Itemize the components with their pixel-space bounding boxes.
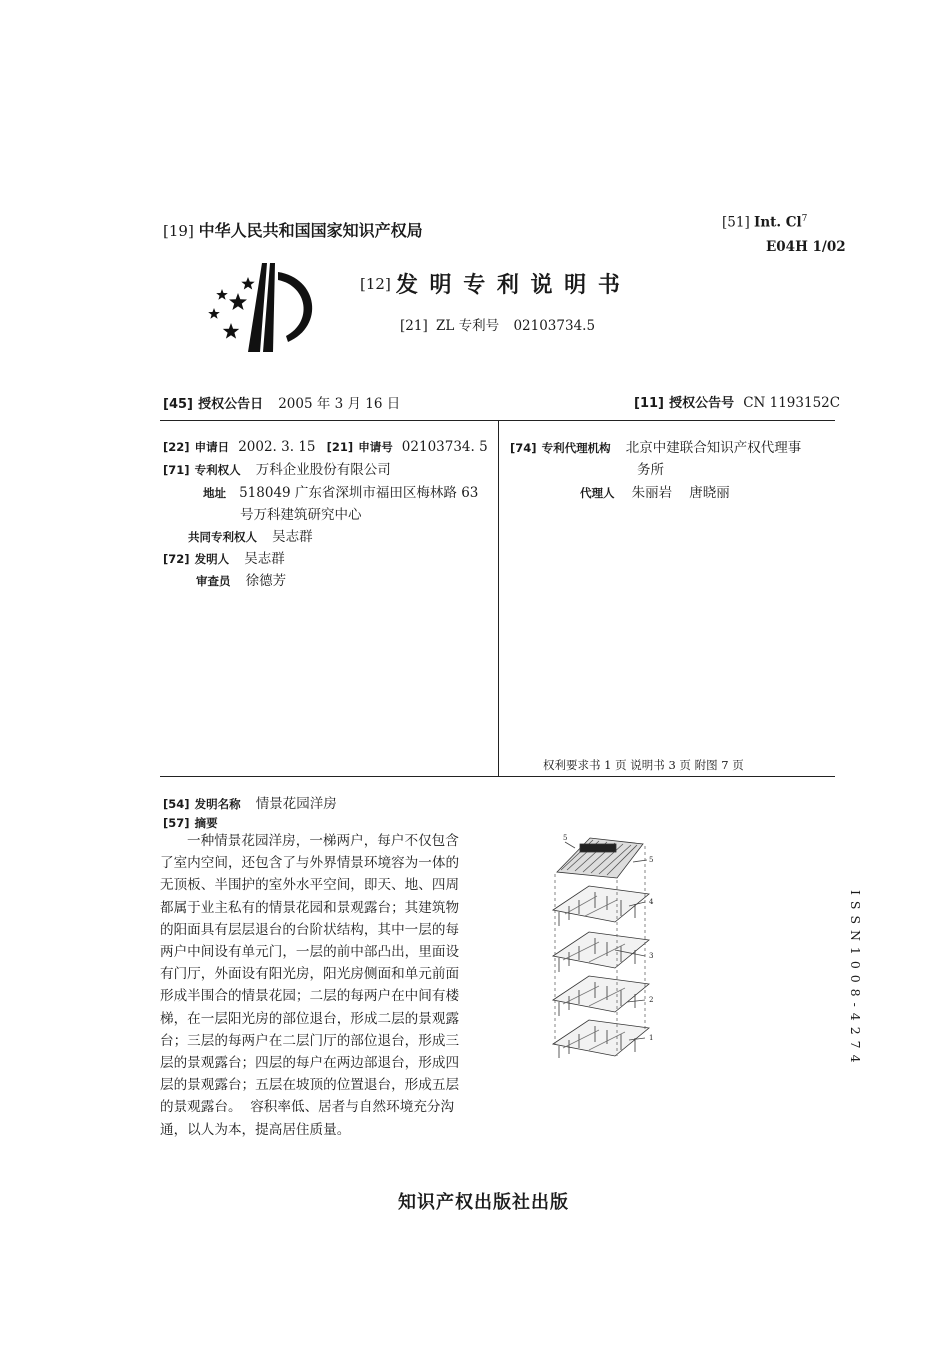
office-name: 中华人民共和国国家知识产权局 xyxy=(198,221,423,240)
examiner: 徐德芳 xyxy=(245,573,287,589)
title-row xyxy=(163,792,337,812)
inventor-code: [72] xyxy=(163,552,190,566)
figure-label: 3 xyxy=(649,952,654,960)
app-no-label: 申请号 xyxy=(358,440,393,454)
grant-no-label: 授权公告号 xyxy=(669,396,735,411)
publisher: 知识产权出版社出版 xyxy=(398,1192,569,1213)
patent-no-label: ZL 专利号 xyxy=(436,318,500,334)
divider-vertical xyxy=(498,421,499,776)
title-code: [54] xyxy=(163,797,190,811)
figure-floor-3 xyxy=(553,932,649,972)
agency-line2: 务所 xyxy=(637,462,664,478)
abstract-code: [57] xyxy=(163,816,190,830)
page-counts: 权利要求书 1 页 说明书 3 页 附图 7 页 xyxy=(543,758,744,772)
doc-type-line xyxy=(360,268,622,299)
inventor-row xyxy=(163,547,285,567)
grant-no: CN 1193152C xyxy=(743,395,841,411)
cnipa-logo xyxy=(200,260,325,355)
address-line2: 号万科建筑研究中心 xyxy=(240,507,362,523)
abstract-line: 形成半围合的情景花园；二层的每两户在中间有楼 xyxy=(160,988,460,1005)
abstract-heading xyxy=(163,812,218,831)
logo-arc xyxy=(278,272,312,342)
filing-date-label: 申请日 xyxy=(194,440,230,454)
intl-class-value: E04H 1/02 xyxy=(766,239,846,255)
logo-star-5 xyxy=(223,323,239,339)
filing-row xyxy=(163,436,488,455)
agency-row xyxy=(510,436,801,456)
agent: 朱丽岩 唐晓丽 xyxy=(631,485,730,501)
divider-bottom xyxy=(160,776,835,777)
agent-label: 代理人 xyxy=(580,486,615,500)
app-no-code: [21] xyxy=(326,440,354,454)
agency-code: [74] xyxy=(510,441,537,455)
figure-floor-4 xyxy=(553,886,649,926)
patentee-label: 专利权人 xyxy=(194,463,241,477)
patentee: 万科企业股份有限公司 xyxy=(255,462,391,478)
grant-no-row xyxy=(634,392,840,411)
abstract-line: 的阳面具有层层退台的台阶状结构，其中一层的每 xyxy=(160,921,460,938)
grant-date-label: 授权公告日 xyxy=(198,397,264,412)
grant-date-row xyxy=(163,392,400,412)
address-label: 地址 xyxy=(203,486,226,500)
figure-label: 1 xyxy=(649,1034,654,1042)
app-no: 02103734. 5 xyxy=(401,439,488,455)
abstract-line: 通，以人为本，提高居住质量。 xyxy=(160,1121,351,1138)
filing-date: 2002. 3. 15 xyxy=(238,439,316,455)
inventor-label: 发明人 xyxy=(194,552,230,566)
filing-date-code: [22] xyxy=(163,440,190,454)
grant-date: 2005 年 3 月 16 日 xyxy=(278,396,401,412)
abstract-line: 一种情景花园洋房，一梯两户，每户不仅包含 xyxy=(187,833,459,849)
co-patentee-label: 共同专利权人 xyxy=(188,530,257,544)
abstract-line: 层的景观露台；四层的每户在两边部退台，形成四 xyxy=(160,1055,460,1072)
abstract-label: 摘要 xyxy=(194,816,218,830)
office-header xyxy=(163,218,423,241)
abstract-line: 了室内空间，还包含了与外界情景环境容为一体的 xyxy=(160,855,460,872)
co-patentee: 吴志群 xyxy=(272,529,313,545)
building-figure xyxy=(545,830,680,1062)
figure-label: 2 xyxy=(649,996,654,1004)
patent-number-line xyxy=(400,314,595,334)
office-code: [19] xyxy=(163,222,194,240)
patent-no-value: 02103734.5 xyxy=(513,318,596,334)
agency-line1: 北京中建联合知识产权代理事 xyxy=(625,440,802,456)
intl-class-sup: 7 xyxy=(801,214,808,224)
abstract-line: 两户中间设有单元门，一层的前中部凸出，里面设 xyxy=(160,944,460,961)
examiner-row xyxy=(196,569,286,589)
intl-class-code: [51] xyxy=(722,214,750,231)
agent-row xyxy=(580,481,730,501)
logo-star-3 xyxy=(229,293,247,310)
intl-class xyxy=(722,214,807,231)
abstract-line: 都属于业主私有的情景花园和景观露台；其建筑物 xyxy=(160,899,460,916)
abstract-line: 层的景观露台；五层在坡顶的位置退台，形成五层 xyxy=(160,1077,460,1094)
co-patentee-row xyxy=(188,525,313,545)
abstract-line: 有门厅，外面设有阳光房，阳光房侧面和单元前面 xyxy=(160,966,460,983)
logo-star-1 xyxy=(241,277,254,290)
issn-strip xyxy=(845,890,865,1120)
patentee-row xyxy=(163,458,391,478)
abstract-line: 台；三层的每两户在二层门厅的部位退台，形成三 xyxy=(160,1032,460,1049)
address-row xyxy=(203,481,478,501)
examiner-label: 审查员 xyxy=(196,574,231,588)
agency-label: 专利代理机构 xyxy=(541,441,611,455)
inventor: 吴志群 xyxy=(244,551,285,567)
invention-title: 情景花园洋房 xyxy=(255,796,337,812)
patentee-code: [71] xyxy=(163,463,190,477)
doc-type-title: 发 明 专 利 说 明 书 xyxy=(395,272,622,298)
patent-no-code: [21] xyxy=(400,318,428,334)
grant-no-code: [11] xyxy=(634,396,664,411)
abstract-line: 无顶板、半围护的室外水平空间，即天、地、四周 xyxy=(160,877,460,894)
intl-class-label: Int. Cl xyxy=(754,214,802,231)
address-line1: 518049 广东省深圳市福田区梅林路 63 xyxy=(239,485,479,501)
title-label: 发明名称 xyxy=(194,797,241,811)
figure-roof-top xyxy=(580,844,616,852)
abstract-body xyxy=(160,830,495,1141)
figure-label: 5 xyxy=(563,834,568,842)
figure-label: 4 xyxy=(649,898,654,906)
abstract-line: 梯，在一层阳光房的部位退台，形成二层的景观露 xyxy=(160,1010,460,1027)
abstract-line: 的景观露台。 容积率低、居者与自然环境充分沟 xyxy=(160,1099,455,1116)
doc-type-code: [12] xyxy=(360,275,391,293)
logo-star-4 xyxy=(208,308,220,319)
logo-star-2 xyxy=(216,289,228,300)
figure-floor-2 xyxy=(553,976,649,1016)
figure-label: 5 xyxy=(649,856,654,864)
grant-date-code: [45] xyxy=(163,397,193,412)
issn-number: I S S N 1 0 0 8 - 4 2 7 4 xyxy=(848,890,863,1064)
